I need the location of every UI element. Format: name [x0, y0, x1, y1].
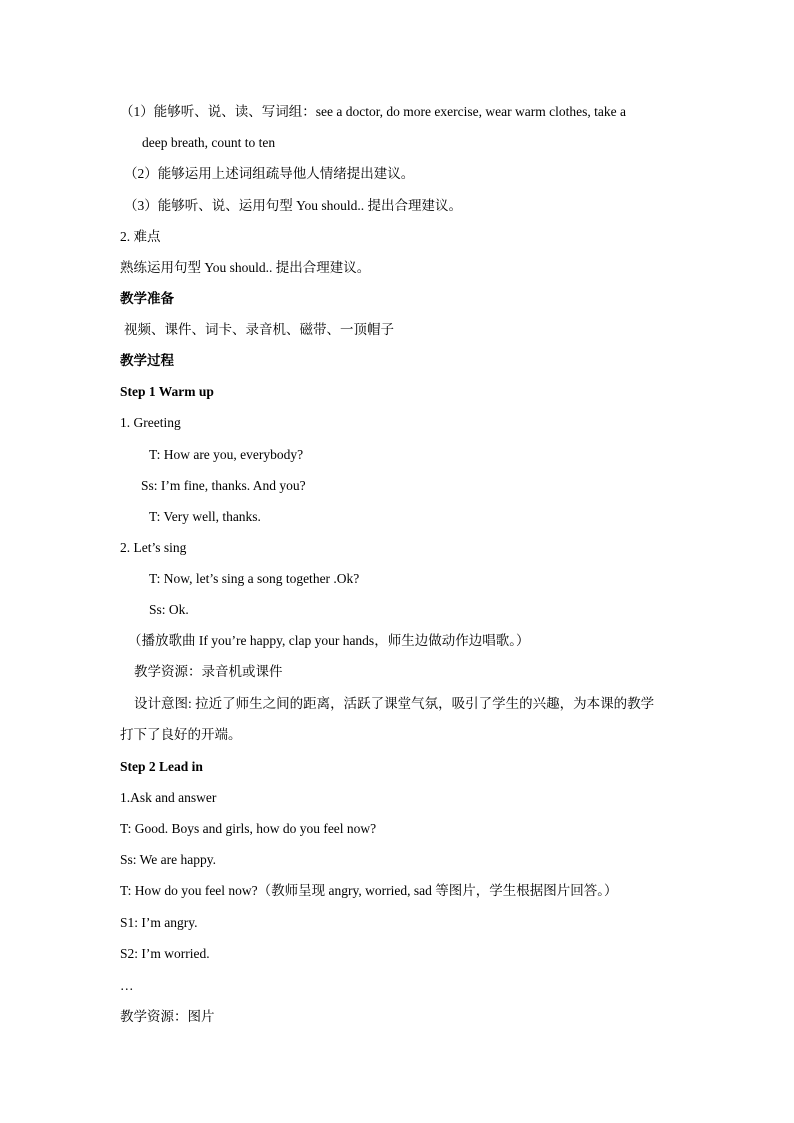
song-note: （播放歌曲 If you’re happy, clap your hands，师生边做动作边唱歌。）	[128, 633, 530, 648]
teaching-process-heading: 教学过程	[120, 353, 174, 368]
dialogue-line: Ss: We are happy.	[120, 852, 217, 867]
step-2-heading: Step 2 Lead in	[120, 759, 203, 774]
design-intent-line-2: 打下了良好的开端。	[120, 727, 242, 742]
dialogue-line: S2: I’m worried.	[120, 946, 210, 961]
dialogue-line: T: How do you feel now?（教师呈现 angry, worried, sad 等图片，学生根据图片回答。）	[120, 883, 618, 898]
dialogue-line: T: Now, let’s sing a song together .Ok?	[149, 571, 360, 586]
design-intent-line-1: 设计意图: 拉近了师生之间的距离，活跃了课堂气氛，吸引了学生的兴趣，为本课的教学	[134, 696, 655, 711]
objective-3: （3）能够听、说、运用句型 You should.. 提出合理建议。	[124, 198, 463, 213]
dialogue-line: S1: I’m angry.	[120, 915, 198, 930]
objective-1-line-1: （1）能够听、说、读、写词组：see a doctor, do more exercise, wear warm clothes, take a	[120, 104, 626, 119]
step-1-heading: Step 1 Warm up	[120, 384, 214, 399]
difficulty-heading: 2. 难点	[120, 229, 161, 244]
teaching-resource-2: 教学资源：图片	[120, 1009, 215, 1024]
objective-2: （2）能够运用上述词组疏导他人情绪提出建议。	[124, 166, 415, 181]
difficulty-text: 熟练运用句型 You should.. 提出合理建议。	[120, 260, 371, 275]
dialogue-line: T: Good. Boys and girls, how do you feel now?	[120, 821, 377, 836]
dialogue-line: T: How are you, everybody?	[149, 447, 304, 462]
dialogue-line: Ss: I’m fine, thanks. And you?	[141, 478, 306, 493]
teaching-preparation-heading: 教学准备	[120, 291, 174, 306]
sing-heading: 2. Let’s sing	[120, 540, 187, 555]
ellipsis: …	[120, 978, 134, 993]
greeting-heading: 1. Greeting	[120, 415, 181, 430]
dialogue-line: T: Very well, thanks.	[149, 509, 261, 524]
teaching-resource-1: 教学资源：录音机或课件	[134, 664, 283, 679]
dialogue-line: Ss: Ok.	[149, 602, 189, 617]
teaching-preparation-items: 视频、课件、词卡、录音机、磁带、一顶帽子	[124, 322, 394, 337]
objective-1-line-2: deep breath, count to ten	[142, 135, 276, 150]
ask-answer-heading: 1.Ask and answer	[120, 790, 217, 805]
